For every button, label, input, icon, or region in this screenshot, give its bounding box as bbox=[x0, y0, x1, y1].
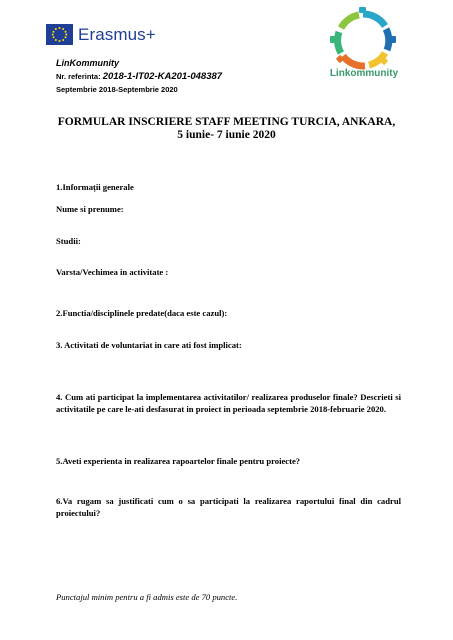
erasmus-logo-text: Erasmus+ bbox=[78, 25, 156, 44]
question-3: 3. Activitati de voluntariat in care ati fost implicat: bbox=[56, 340, 242, 350]
question-2: 2.Functia/disciplinele predate(daca este cazul): bbox=[56, 308, 228, 318]
section-general-info: 1.Informații generale bbox=[56, 182, 134, 192]
project-period: Septembrie 2018-Septembrie 2020 bbox=[56, 85, 178, 94]
field-age: Varsta/Vechimea in activitate : bbox=[56, 267, 169, 277]
question-5: 5.Aveti experienta in realizarea rapoartelor finale pentru proiecte? bbox=[56, 456, 301, 466]
reference-label: Nr. referinta: bbox=[56, 72, 101, 81]
project-name: LinKommunity bbox=[56, 58, 119, 68]
question-6: 6.Va rugam sa justificati cum o sa participati la realizarea raportului final din cadrul proiectului? bbox=[56, 496, 401, 518]
question-4: 4. Cum ati participat la implementarea activitatilor/ realizarea produselor finale? Descrieti si activitatile pe care le-ati desfasurat in proiect in perioada septembrie 2018-februarie 2020. bbox=[56, 392, 401, 414]
reference-value: 2018-1-IT02-KA201-048387 bbox=[102, 71, 223, 82]
linkommunity-gear-icon bbox=[325, 6, 401, 76]
footer-note: Punctajul minim pentru a fi admis este de 70 puncte. bbox=[56, 592, 238, 602]
eu-flag-icon bbox=[46, 24, 73, 45]
field-studies: Studii: bbox=[56, 236, 81, 246]
field-name: Nume si prenume: bbox=[56, 204, 124, 214]
linkommunity-logo-text: Linkommunity bbox=[329, 68, 399, 79]
form-title: FORMULAR INSCRIERE STAFF MEETING TURCIA, ANKARA, bbox=[57, 116, 396, 128]
reference-number bbox=[56, 71, 222, 82]
form-dates: 5 iunie- 7 iunie 2020 bbox=[177, 129, 276, 141]
